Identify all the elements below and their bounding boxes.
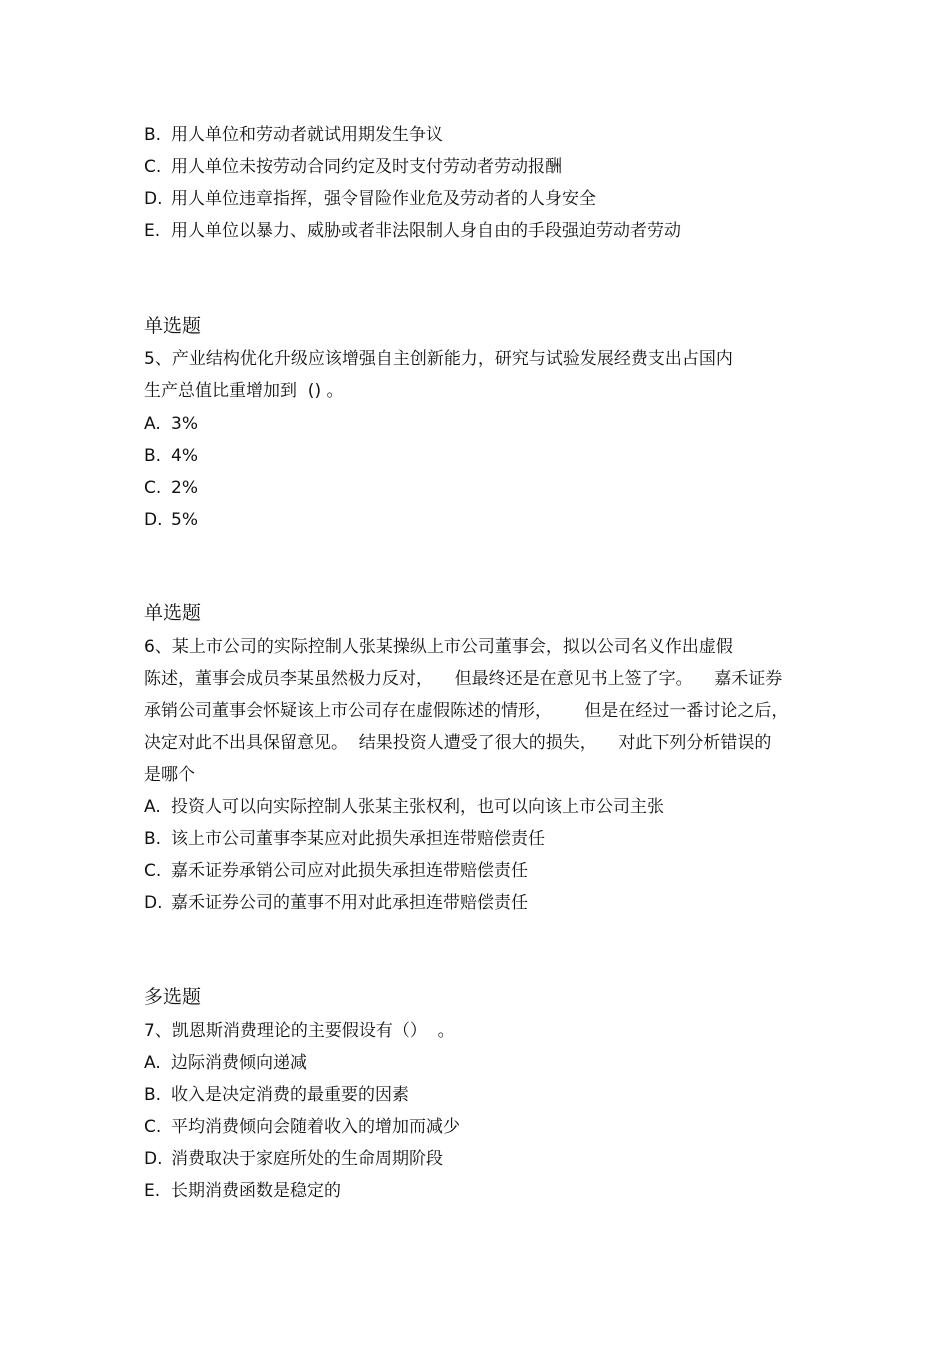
- option-letter: D.: [144, 1149, 163, 1169]
- option-e: [144, 220, 681, 242]
- option-letter: C.: [144, 1117, 162, 1137]
- option-b: [144, 1084, 409, 1106]
- option-text: 用人单位违章指挥，强令冒险作业危及劳动者的人身安全: [171, 189, 596, 209]
- option-a: [144, 796, 664, 818]
- option-text: 用人单位未按劳动合同约定及时支付劳动者劳动报酬: [171, 157, 562, 177]
- option-text: 5%: [171, 510, 198, 530]
- option-text: 边际消费倾向递减: [171, 1053, 307, 1073]
- question-stem-line: 承销公司董事会怀疑该上市公司存在虚假陈述的情形， 但是在经过一番讨论之后，: [144, 701, 789, 721]
- option-b: [144, 828, 545, 850]
- question-stem-line: 陈述，董事会成员李某虽然极力反对， 但最终还是在意见书上签了字。 嘉禾证券: [144, 669, 783, 689]
- option-letter: D.: [144, 189, 163, 209]
- question-stem-line: 生产总值比重增加到 () 。: [144, 381, 344, 401]
- option-text: 平均消费倾向会随着收入的增加而减少: [171, 1117, 460, 1137]
- option-d: [144, 892, 528, 914]
- option-letter: D.: [144, 893, 163, 913]
- option-letter: B.: [144, 829, 162, 849]
- option-letter: A.: [144, 414, 161, 434]
- option-letter: B.: [144, 125, 162, 145]
- option-letter: E.: [144, 221, 161, 241]
- question-stem-line: 7、凯恩斯消费理论的主要假设有（） 。: [144, 1021, 455, 1041]
- option-b: [144, 445, 198, 467]
- option-c: [144, 477, 198, 499]
- question-type-heading: 单选题: [144, 602, 202, 624]
- option-d: [144, 509, 198, 531]
- option-e: [144, 1180, 341, 1202]
- option-d: [144, 1148, 443, 1170]
- option-letter: C.: [144, 861, 162, 881]
- option-c: [144, 1116, 460, 1138]
- question-type-heading: 单选题: [144, 315, 202, 337]
- option-c: [144, 156, 562, 178]
- question-stem-line: 5、产业结构优化升级应该增强自主创新能力，研究与试验发展经费支出占国内: [144, 349, 733, 369]
- option-c: [144, 860, 528, 882]
- option-text: 该上市公司董事李某应对此损失承担连带赔偿责任: [171, 829, 545, 849]
- option-text: 投资人可以向实际控制人张某主张权利，也可以向该上市公司主张: [171, 797, 664, 817]
- option-letter: E.: [144, 1181, 161, 1201]
- option-text: 长期消费函数是稳定的: [171, 1181, 341, 1201]
- option-text: 4%: [171, 446, 198, 466]
- question-stem-line: 决定对此不出具保留意见。 结果投资人遭受了很大的损失， 对此下列分析错误的: [144, 733, 772, 753]
- option-text: 消费取决于家庭所处的生命周期阶段: [171, 1149, 443, 1169]
- option-text: 3%: [171, 414, 198, 434]
- option-letter: C.: [144, 157, 162, 177]
- option-letter: B.: [144, 446, 162, 466]
- question-stem-line: 是哪个: [144, 765, 195, 785]
- option-b: [144, 124, 443, 146]
- option-text: 用人单位以暴力、威胁或者非法限制人身自由的手段强迫劳动者劳动: [171, 221, 681, 241]
- option-letter: B.: [144, 1085, 162, 1105]
- option-letter: C.: [144, 478, 162, 498]
- option-text: 用人单位和劳动者就试用期发生争议: [171, 125, 443, 145]
- option-text: 2%: [171, 478, 198, 498]
- option-a: [144, 413, 198, 435]
- option-d: [144, 188, 596, 210]
- option-letter: A.: [144, 1053, 161, 1073]
- option-a: [144, 1052, 307, 1074]
- option-text: 嘉禾证券承销公司应对此损失承担连带赔偿责任: [171, 861, 528, 881]
- question-stem-line: 6、某上市公司的实际控制人张某操纵上市公司董事会，拟以公司名义作出虚假: [144, 637, 733, 657]
- option-letter: A.: [144, 797, 161, 817]
- option-text: 收入是决定消费的最重要的因素: [171, 1085, 409, 1105]
- option-letter: D.: [144, 510, 163, 530]
- question-type-heading: 多选题: [144, 986, 202, 1008]
- option-text: 嘉禾证券公司的董事不用对此承担连带赔偿责任: [171, 893, 528, 913]
